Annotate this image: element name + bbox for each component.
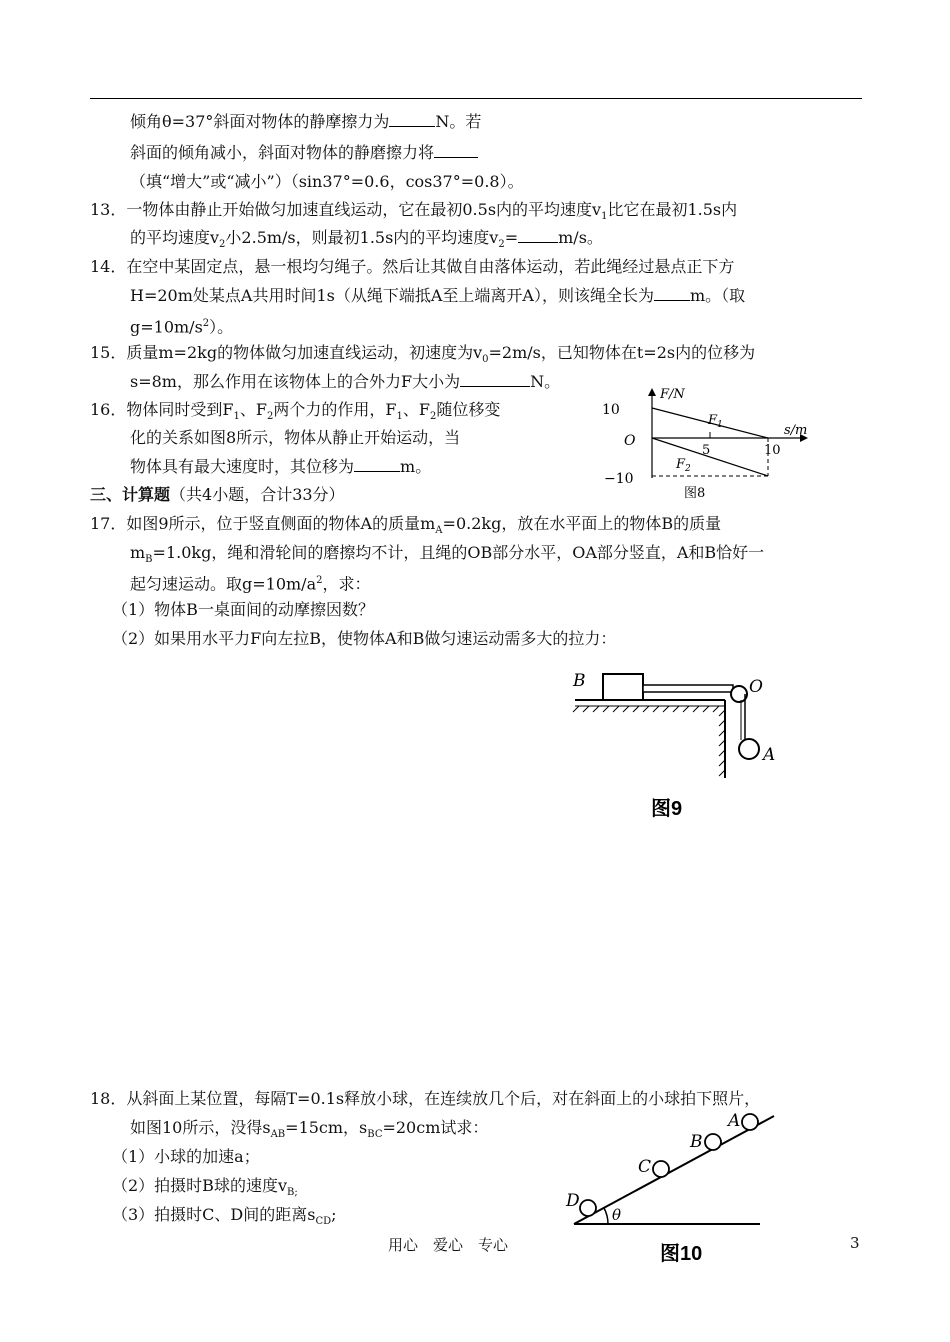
figure-caption: 图8: [684, 486, 706, 501]
q17-text: =0.2kg，放在水平面上的物体B的质量: [442, 514, 722, 533]
subscript: A: [435, 525, 443, 537]
q16-line2: 化的关系如图8所示，物体从静止开始运动，当: [130, 428, 461, 447]
question-number: 15．: [90, 343, 127, 362]
q18-text: （2）拍摄时B球的速度v: [112, 1176, 287, 1195]
footer-motto: 用心 爱心 专心: [388, 1236, 509, 1254]
superscript: 2: [202, 318, 210, 329]
label-b: B: [573, 671, 586, 691]
subscript: 2: [429, 411, 437, 423]
q15-text: s=8m，那么作用在该物体上的合外力F大小为: [130, 372, 461, 391]
figure-caption: 图9: [651, 798, 683, 820]
q13-text: 比它在最初1.5s内: [607, 200, 738, 219]
q16-text: 、F: [239, 400, 267, 419]
q17-text: =1.0kg，绳和滑轮间的磨擦均不计，且绳的OB部分水平，OA部分竖直，A和B恰好一: [152, 543, 765, 562]
section-note: （共4小题，合计33分）: [170, 485, 345, 504]
subscript: 0: [482, 354, 489, 366]
angle-arc: [604, 1208, 608, 1224]
figure-8: [598, 386, 848, 504]
y-axis-label: F/N: [660, 387, 685, 402]
tick-label: 5: [702, 443, 711, 458]
q16-text: 随位移变: [436, 400, 501, 419]
q12-line2: [130, 143, 478, 163]
header-rule: [90, 98, 862, 99]
figure-9: [565, 660, 795, 825]
q18-line2: [130, 1118, 488, 1145]
q16-text: 物体具有最大速度时，其位移为: [130, 457, 355, 476]
question-number: 14．: [90, 257, 127, 276]
ball-a: [742, 1114, 758, 1130]
figure-caption: 图10: [660, 1243, 703, 1265]
q17-part1: （1）物体B一桌面间的动摩擦因数？: [112, 600, 374, 619]
y-axis-arrow: [648, 388, 656, 396]
q18-part1: （1）小球的加速a；: [112, 1147, 260, 1166]
subscript: 1: [601, 211, 608, 223]
answer-blank: [518, 228, 558, 243]
q13-text: m/s。: [558, 228, 603, 247]
answer-blank: [434, 143, 478, 158]
q12-text: 倾角θ=37°斜面对物体的静摩擦力为: [130, 112, 390, 131]
section-heading: 三、计算题: [90, 485, 171, 504]
label-a: A: [763, 745, 776, 765]
q17-text: m: [130, 543, 146, 562]
ball-c: [653, 1161, 669, 1177]
q12-text: N。若: [435, 112, 482, 131]
q12-text: 斜面的倾角减小，斜面对物体的静磨擦力将: [130, 143, 435, 162]
rope-ob: [643, 685, 733, 692]
subscript: 2: [266, 411, 274, 423]
q18-text: 如图10所示，没得s: [130, 1118, 271, 1137]
q14-text: H=20m处某点A共用时间1s（从绳下端抵A至上端离开A），则该绳全长为: [130, 286, 654, 305]
q18-text: =15cm，s: [285, 1118, 368, 1137]
label-d: D: [566, 1191, 580, 1211]
q17-text: ，求：: [322, 574, 371, 594]
question-number: 17．: [90, 514, 127, 533]
answer-blank: [354, 457, 400, 472]
q15-line2: [130, 372, 560, 392]
q13-line2: [130, 228, 603, 255]
question-number: 13．: [90, 200, 127, 219]
subscript: 1: [396, 411, 403, 423]
superscript: 2: [316, 575, 323, 586]
q17-line3: [130, 571, 371, 594]
q16-text: 物体同时受到F: [126, 400, 234, 419]
q17-line2: [130, 543, 764, 570]
subscript: 2: [219, 239, 226, 251]
q13-text: 一物体由静止开始做匀加速直线运动，它在最初0.5s内的平均速度v: [126, 200, 602, 219]
subscript: CD: [315, 1216, 332, 1228]
block-b: [603, 674, 643, 700]
q18-text: 从斜面上某位置，每隔T=0.1s释放小球，在连续放几个后，对在斜面上的小球拍下照片，: [126, 1089, 761, 1108]
q17-text: 如图9所示，位于竖直侧面的物体A的质量m: [126, 514, 436, 533]
tick-label: −10: [604, 471, 634, 487]
q14-text: ）。: [209, 317, 234, 337]
q16-text: m。: [400, 457, 432, 476]
q14-text: g=10m/s: [130, 317, 203, 337]
q13-text: =: [504, 228, 519, 247]
answer-blank: [389, 112, 435, 127]
ball-d: [580, 1200, 596, 1216]
tick-label: 10: [602, 402, 620, 418]
ball-b: [705, 1134, 721, 1150]
q18-part2: [112, 1176, 298, 1203]
ball-a: [739, 739, 759, 759]
q13-line1: [90, 200, 737, 227]
q17-part2: （2）如果用水平力F向左拉B，使物体A和B做匀速运动需多大的拉力：: [112, 629, 617, 648]
q15-text: N。: [530, 372, 561, 391]
label-a: A: [728, 1111, 741, 1131]
q18-text: =20cm试求：: [382, 1118, 489, 1137]
f1-label: $F_1$: [708, 413, 723, 430]
answer-blank: [654, 286, 690, 301]
table-side: [719, 700, 725, 778]
subscript: 2: [498, 239, 505, 251]
table-surface: [573, 700, 725, 712]
f2-label: $F_2$: [676, 457, 691, 474]
q12-line3: （填“增大”或“减小”）（sin37°=0.6，cos37°=0.8）。: [130, 172, 524, 191]
q14-line1: [90, 257, 734, 277]
subscript: B;: [286, 1187, 298, 1199]
answer-blank: [460, 372, 530, 387]
page-number: 3: [850, 1234, 860, 1252]
label-theta: θ: [612, 1206, 622, 1224]
subscript: 1: [233, 411, 240, 423]
q15-line1: [90, 343, 755, 370]
q15-text: =2m/s，已知物体在t=2s内的位移为: [488, 343, 756, 362]
q18-text: ;: [331, 1205, 337, 1224]
q12-line1: [130, 112, 481, 132]
subscript: BC: [367, 1129, 383, 1141]
origin-label: O: [624, 433, 636, 449]
subscript: AB: [270, 1129, 286, 1141]
q18-part3: [112, 1205, 337, 1232]
question-number: 16．: [90, 400, 127, 419]
q14-line3: [130, 314, 233, 337]
q17-line1: [90, 514, 721, 541]
q14-text: m。（取: [689, 286, 746, 305]
q13-text: 的平均速度v: [130, 228, 220, 247]
q13-text: 小2.5m/s，则最初1.5s内的平均速度v: [225, 228, 499, 247]
incline-line: [574, 1116, 774, 1224]
q14-line2: [130, 286, 745, 306]
q16-line3: [130, 457, 431, 477]
q17-text: 起匀速运动。取g=10m/a: [130, 574, 317, 594]
q16-text: 、F: [402, 400, 430, 419]
figure-10: [560, 1102, 780, 1270]
question-number: 18．: [90, 1089, 127, 1108]
section-title: [90, 485, 345, 505]
q15-text: 质量m=2kg的物体做匀加速直线运动，初速度为v: [126, 343, 483, 362]
subscript: B: [145, 554, 153, 566]
q16-line1: [90, 400, 500, 427]
x-axis-label: s/m: [784, 423, 808, 438]
label-o: O: [749, 677, 763, 697]
q18-text: （3）拍摄时C、D间的距离s: [112, 1205, 316, 1224]
label-b: B: [690, 1132, 703, 1152]
q14-text: 在空中某固定点，悬一根均匀绳子。然后让其做自由落体运动，若此绳经过悬点正下方: [126, 257, 735, 276]
label-c: C: [638, 1157, 652, 1177]
tick-label: 10: [764, 443, 781, 458]
q16-text: 两个力的作用，F: [273, 400, 397, 419]
